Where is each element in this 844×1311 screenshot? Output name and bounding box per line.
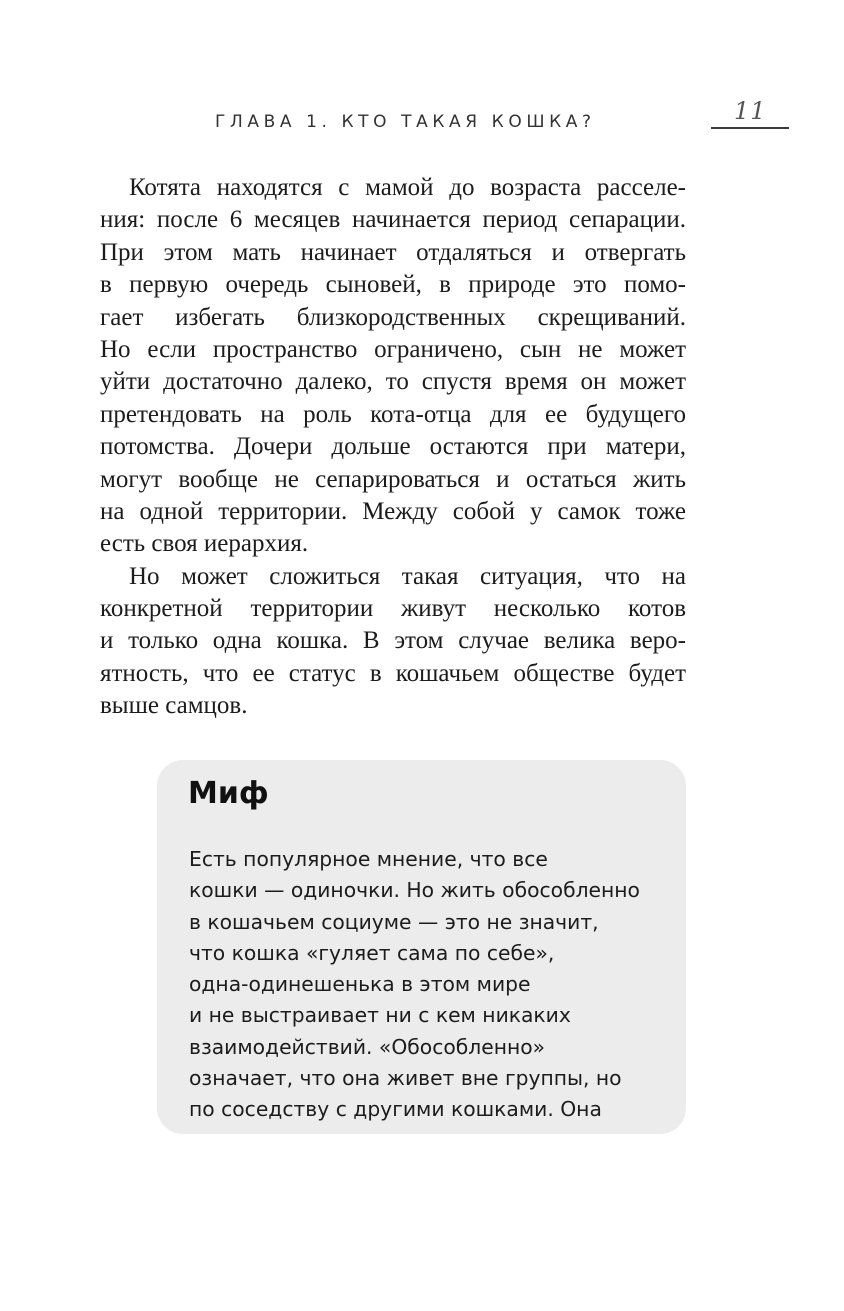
- myth-line: и не выстраивает ни с кем никаких: [189, 1003, 571, 1028]
- myth-line: означает, что она живет вне группы, но: [189, 1066, 622, 1091]
- body-line: и только одна кошка. В этом случае велика веро-: [100, 627, 686, 655]
- body-line: есть своя иерархия.: [100, 530, 309, 558]
- myth-box: [157, 760, 686, 1134]
- myth-line: что кошка «гуляет сама по себе»,: [189, 940, 555, 965]
- body-line: в первую очередь сыновей, в природе это помо-: [100, 271, 686, 299]
- body-line: При этом мать начинает отдаляться и отвергать: [100, 238, 686, 266]
- myth-line: Есть популярное мнение, что все: [189, 847, 548, 871]
- body-line: Но если пространство ограничено, сын не может: [100, 335, 686, 363]
- body-line: Но может сложиться такая ситуация, что на: [129, 562, 686, 590]
- myth-line: по соседству с другими кошками. Она: [189, 1097, 602, 1122]
- myth-title: Миф: [188, 776, 269, 811]
- body-line: выше самцов.: [100, 692, 248, 720]
- myth-line: взаимодействий. «Обособленно»: [189, 1034, 546, 1059]
- body-text: [100, 172, 686, 723]
- myth-text: [189, 844, 659, 1126]
- myth-line: кошки — одиночки. Но жить обособленно: [189, 878, 640, 903]
- page-number-rule: [711, 127, 789, 129]
- body-line: ния: после 6 месяцев начинается период сепарации.: [100, 206, 686, 234]
- body-line: претендовать на роль кота-отца для ее будущего: [100, 400, 686, 428]
- body-line: гает избегать близкородственных скрещиваний.: [100, 303, 686, 331]
- myth-line: в кошачьем социуме — это не значит,: [189, 909, 599, 934]
- myth-line: одна-одинешенька в этом мире: [189, 972, 531, 997]
- running-head: ГЛАВА 1. КТО ТАКАЯ КОШКА?: [215, 112, 596, 132]
- body-line: могут вообще не сепарироваться и остаться жить: [100, 465, 686, 493]
- body-line: ятность, что ее статус в кошачьем обществе будет: [100, 659, 686, 687]
- body-line: конкретной территории живут несколько котов: [100, 595, 686, 623]
- body-line: Котята находятся с мамой до возраста расселе-: [129, 174, 686, 201]
- body-line: на одной территории. Между собой у самок тоже: [100, 497, 686, 525]
- body-line: уйти достаточно далеко, то спустя время он может: [100, 368, 686, 396]
- page-number: 11: [734, 97, 767, 125]
- body-line: потомства. Дочери дольше остаются при матери,: [100, 433, 686, 461]
